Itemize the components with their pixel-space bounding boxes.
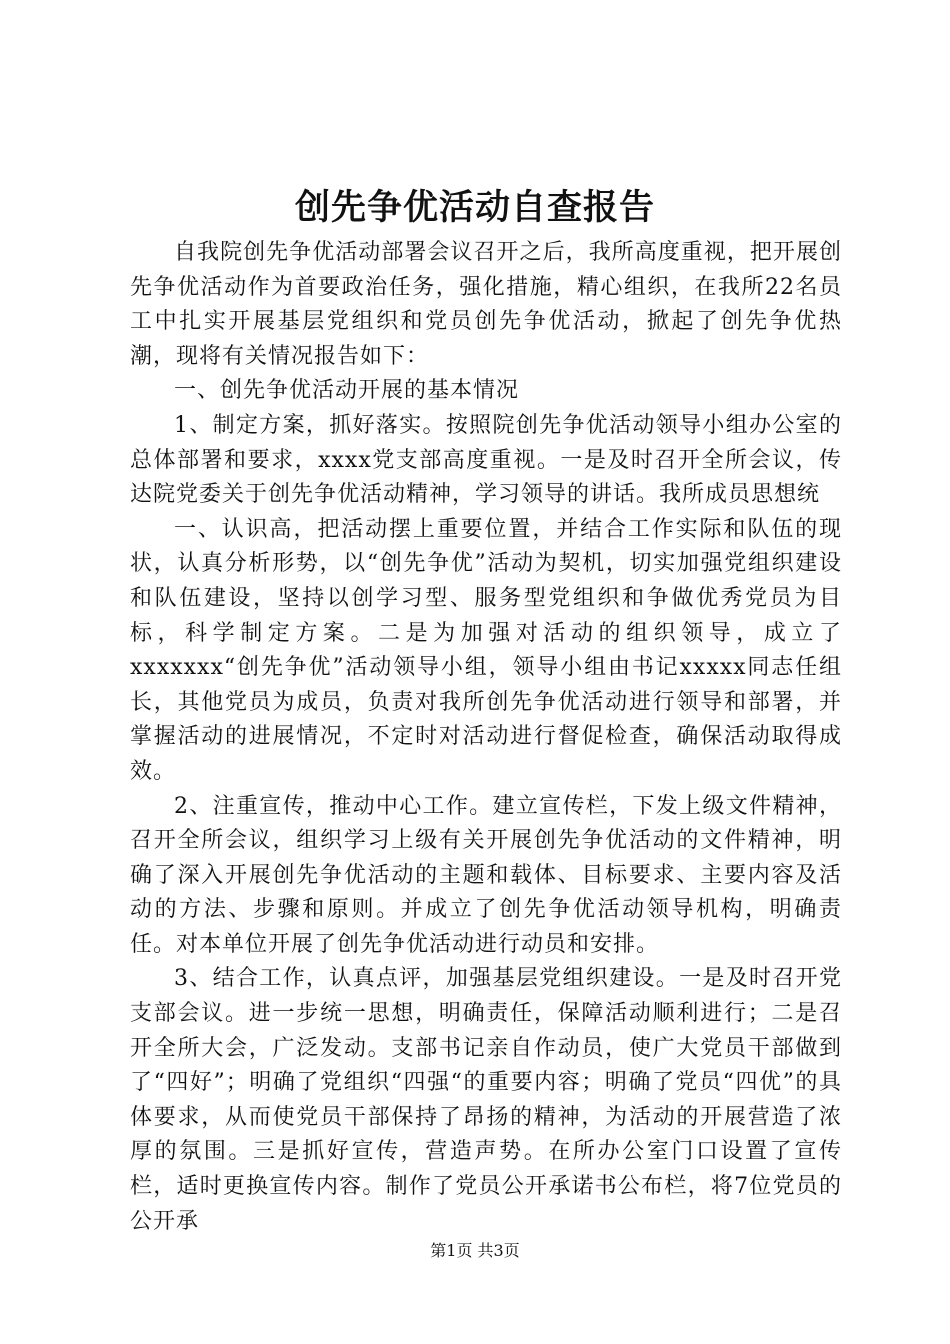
section-heading-basic-situation: 一、创先争优活动开展的基本情况 (174, 378, 520, 404)
paragraph-item-1: 1、制定方案，抓好落实。按照院创先争优活动领导小组办公室的总体部署和要求，xxxx党支部高度重视。一是及时召开全所会议，传达院党委关于创先争优活动精神，学习领导的讲话。我所成员思想统 (130, 412, 842, 508)
page-number-footer: 第1页 共3页 (430, 1241, 520, 1260)
paragraph-intro: 自我院创先争优活动部署会议召开之后，我所高度重视，把开展创先争优活动作为首要政治任务，强化措施，精心组织，在我所22名员工中扎实开展基层党组织和党员创先争优活动，掀起了创先争优热潮，现将有关情况报告如下： (130, 240, 842, 369)
paragraph-item-3: 3、结合工作，认真点评，加强基层党组织建设。一是及时召开党支部会议。进一步统一思想，明确责任，保障活动顺利进行；二是召开全所大会，广泛发动。支部书记亲自作动员，使广大党员干部做到了“四好”；明确了党组织“四强“的重要内容；明确了党员“四优”的具体要求，从而使党员干部保持了昂扬的精神，为活动的开展营造了浓厚的氛围。三是抓好宣传，营造声势。在所办公室门口设置了宣传栏，适时更换宣传内容。制作了党员公开承诺书公布栏，将7位党员的公开承 (130, 966, 842, 1234)
paragraph-item-2: 2、注重宣传，推动中心工作。建立宣传栏，下发上级文件精神，召开全所会议，组织学习上级有关开展创先争优活动的文件精神，明确了深入开展创先争优活动的主题和载体、目标要求、主要内容及活动的方法、步骤和原则。并成立了创先争优活动领导机构，明确责任。对本单位开展了创先争优活动进行动员和安排。 (130, 793, 842, 957)
document-body (130, 236, 842, 1239)
paragraph-item-1-continued: 一、认识高，把活动摆上重要位置，并结合工作实际和队伍的现状，认真分析形势，以“创先争优”活动为契机，切实加强党组织建设和队伍建设，坚持以创学习型、服务型党组织和争做优秀党员为目标，科学制定方案。二是为加强对活动的组织领导，成立了xxxxxxx“创先争优”活动领导小组，领导小组由书记xxxxx同志任组长，其他党员为成员，负责对我所创先争优活动进行领导和部署，并掌握活动的进展情况，不定时对活动进行督促检查，确保活动取得成效。 (130, 516, 842, 784)
document-title: 创先争优活动自查报告 (294, 187, 655, 228)
